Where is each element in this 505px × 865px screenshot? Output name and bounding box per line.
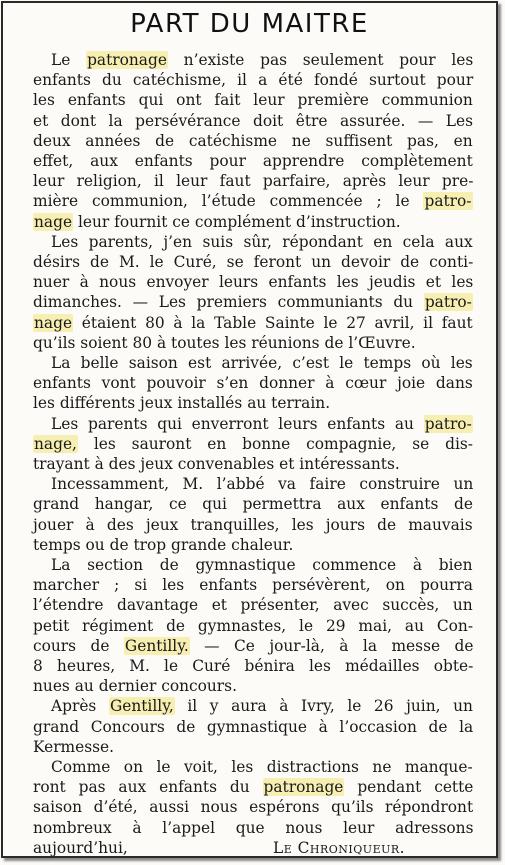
text-segment: jouer à des jeux tranquilles, les jours de mauvais (33, 515, 473, 534)
text-segment: temps ou de trop grande chaleur. (33, 535, 294, 554)
text-line (33, 616, 473, 637)
text-line (33, 818, 473, 839)
text-line (51, 50, 473, 71)
text-segment: les enfants qui ont fait leur première communion (33, 91, 473, 110)
highlighted-term: patro- (424, 192, 472, 211)
text-line (33, 515, 473, 536)
text-segment: pendant cette (344, 778, 474, 797)
text-line (33, 111, 473, 132)
text-segment: grand hangar, ce qui permettra aux enfants de (33, 495, 473, 514)
text-line (51, 414, 473, 435)
text-line (33, 313, 473, 334)
text-segment: qu’ils soient 80 à toutes les réunions de l’Œuvre. (33, 333, 416, 352)
text-segment: nues au dernier concours. (33, 677, 237, 696)
text-line (33, 191, 473, 212)
text-line (33, 171, 473, 192)
text-segment: les différents jeux installés au terrain. (33, 394, 331, 413)
text-segment: La section de gymnastique commence à bien (51, 556, 473, 574)
text-line (51, 696, 473, 717)
text-line (33, 70, 473, 91)
highlighted-term: patronage (87, 51, 167, 69)
text-segment: trayant à des jeux convenables et intéressants. (33, 455, 400, 473)
text-segment: Comme on le voit, les distractions ne manque- (51, 758, 473, 776)
text-line (51, 555, 473, 576)
text-segment: Après (51, 697, 109, 716)
text-line (33, 373, 473, 394)
text-segment: les sauront en bonne compagnie, se dis- (77, 434, 473, 453)
text-line (33, 656, 473, 677)
text-line (51, 474, 473, 495)
text-line (33, 333, 416, 354)
text-line (33, 595, 473, 616)
highlighted-term: Gentilly, (109, 697, 174, 716)
highlighted-term: Gentilly. (124, 636, 189, 655)
text-segment: — Ce jour-là, à la messe de (189, 636, 474, 655)
text-segment: nuer à nous envoyer leurs enfants les jeudis et les (33, 273, 474, 292)
text-line (33, 434, 473, 455)
text-segment: dimanches. — Les premiers communiants du (33, 293, 424, 312)
text-line (33, 454, 400, 475)
text-line (33, 494, 473, 515)
text-segment: l’étendre davantage et présenter, avec succès, un (33, 596, 473, 615)
text-segment: il y aura à Ivry, le 26 juin, un (174, 697, 473, 716)
highlighted-term: nage (34, 313, 73, 332)
text-segment: aujourd’hui, (33, 838, 128, 857)
text-segment: saison d’été, aussi nous espérons qu’ils répondront (33, 798, 474, 817)
text-line (33, 292, 473, 313)
text-segment: leur fournit ce complément d’instruction. (73, 212, 401, 231)
highlighted-term: nage (34, 212, 73, 231)
text-line (33, 131, 473, 152)
text-line (33, 90, 473, 111)
text-line (33, 393, 330, 414)
text-segment: Kermesse. (33, 737, 115, 756)
text-line (33, 838, 128, 859)
text-segment: petit régiment de gymnastes, le 29 mai, au Con- (33, 616, 474, 635)
text-segment: Incessamment, M. l’abbé va faire construire un (51, 475, 474, 494)
signature: Le Chroniqueur. (273, 838, 406, 857)
text-line (33, 777, 473, 798)
text-line (33, 636, 473, 657)
text-segment: nombreux à l’appel que nous leur adressons (33, 818, 474, 837)
text-line (51, 757, 473, 778)
text-line (33, 676, 237, 697)
text-segment: enfants vont pouvoir s’en donner à cœur joie dans (33, 374, 473, 393)
highlighted-term: patro- (424, 414, 472, 433)
text-line (33, 797, 473, 818)
text-line (33, 252, 473, 273)
highlighted-term: patronage (263, 778, 344, 797)
text-segment: et dont la persévérance doit être assurée. — Les (33, 111, 473, 130)
highlighted-term: nage, (34, 434, 77, 453)
text-line (33, 575, 473, 596)
article-title: PART DU MAITRE (130, 9, 369, 39)
text-segment: ront pas aux enfants du (33, 778, 263, 797)
text-segment: enfants du catéchisme, il a été fondé surtout pour (33, 71, 474, 90)
text-segment: marcher ; si les enfants persévèrent, on pourra (33, 576, 473, 595)
text-segment: mière communion, l’étude commencée ; le (33, 192, 424, 211)
text-segment: Le (51, 51, 87, 69)
text-segment: La belle saison est arrivée, c’est le temps où les (51, 354, 473, 372)
text-line (51, 353, 473, 374)
text-segment: deux années de catéchisme ne suffisent pas, en (33, 131, 473, 150)
text-segment: Les parents, j’en suis sûr, répondant en cela aux (51, 232, 473, 251)
text-line (33, 535, 293, 556)
text-segment: n’existe pas seulement pour les (167, 51, 474, 69)
text-segment: cours de (33, 636, 124, 655)
text-segment: étaient 80 à la Table Sainte le 27 avril, il faut (73, 313, 473, 332)
text-segment: désirs de M. le Curé, se feront un devoir de conti- (33, 253, 474, 271)
highlighted-term: patro- (424, 293, 472, 312)
article-frame (1, 1, 498, 858)
text-segment: leur religion, il leur faut parfaire, après leur pre- (33, 172, 474, 191)
text-line (33, 717, 473, 738)
text-segment: 8 heures, M. le Curé bénira les médailles obte- (33, 657, 474, 675)
text-segment: grand Concours de gymnastique à l’occasion de la (33, 717, 474, 736)
text-segment: Les parents qui enverront leurs enfants au (51, 414, 424, 433)
text-line (33, 212, 401, 233)
text-line (33, 151, 473, 172)
text-line (33, 272, 473, 293)
text-line (33, 737, 114, 758)
text-segment: effet, aux enfants pour apprendre complètement (33, 152, 473, 170)
text-line (51, 232, 473, 253)
